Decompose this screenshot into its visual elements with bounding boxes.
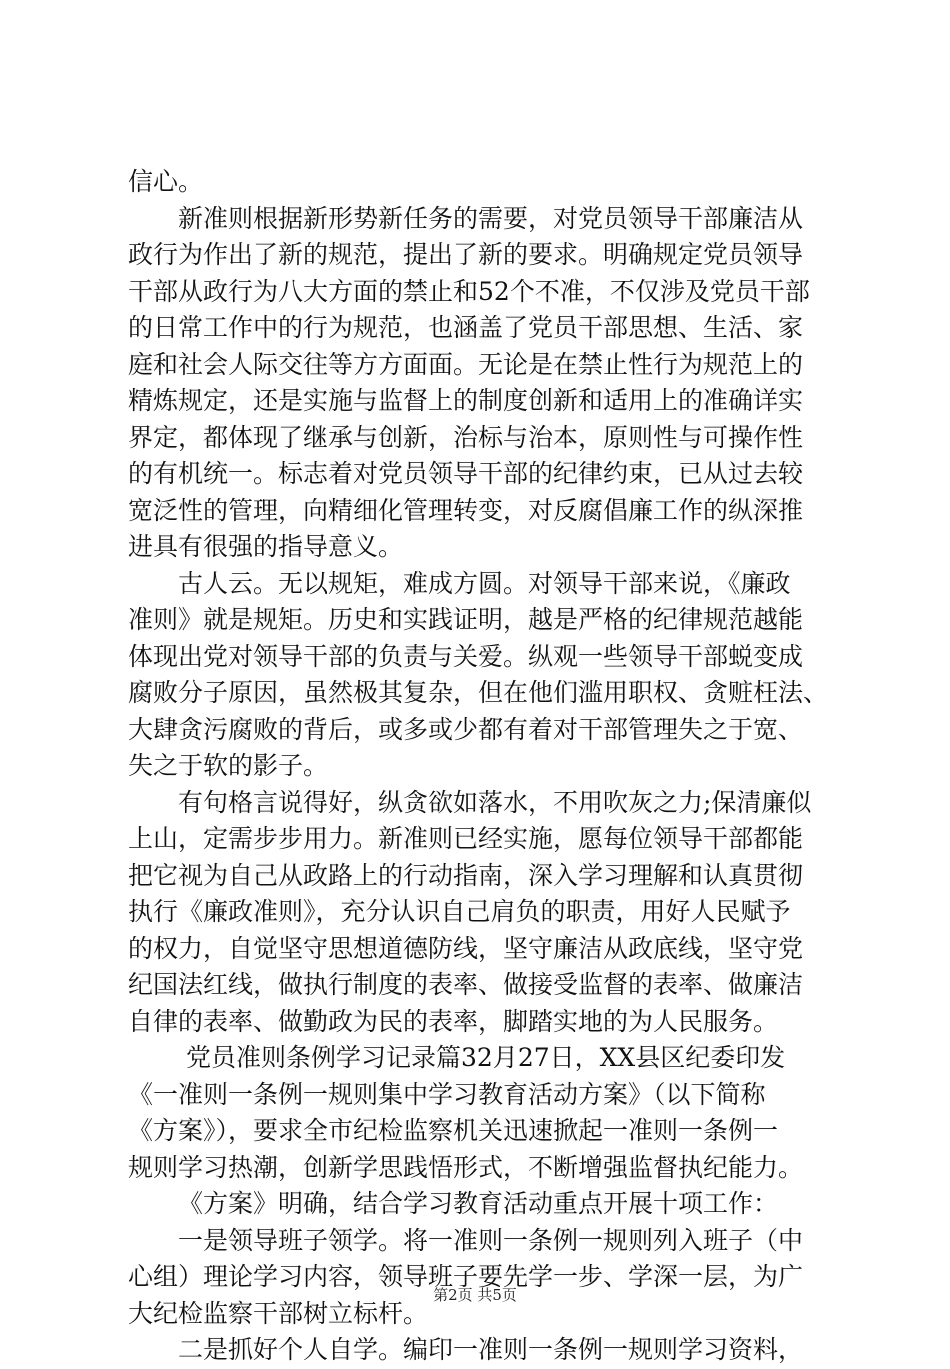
text-line: 精炼规定，还是实施与监督上的制度创新和适用上的准确详实	[128, 386, 804, 415]
text-line: 自律的表率、做勤政为民的表率，脚踏实地的为人民服务。	[128, 1006, 779, 1036]
text-line: 大肆贪污腐败的背后，或多或少都有着对干部管理失之于宽、	[128, 714, 804, 744]
paragraph-start-line: 一是领导班子领学。将一准则一条例一规则列入班子（中	[178, 1225, 804, 1255]
text-line: 上山，定需步步用力。新准则已经实施，愿每位领导干部都能	[128, 824, 804, 853]
text-line: 准则》就是规矩。历史和实践证明，越是严格的纪律规范越能	[128, 605, 804, 634]
text-line: 《方案》），要求全市纪检监察机关迅速掀起一准则一条例一	[128, 1116, 779, 1145]
page-number-footer: 第2页 共5页	[433, 1286, 517, 1304]
paragraph-start-line: 新准则根据新形势新任务的需要，对党员领导干部廉洁从	[178, 203, 804, 233]
text-line: 界定，都体现了继承与创新，治标与治本，原则性与可操作性	[128, 422, 804, 452]
paragraph-start-line: 二是抓好个人自学。编印一准则一条例一规则学习资料，	[178, 1335, 804, 1364]
text-line: 政行为作出了新的规范，提出了新的要求。明确规定党员领导	[128, 240, 804, 269]
document-body	[128, 164, 828, 1369]
text-line: 干部从政行为八大方面的禁止和52个不准，不仅涉及党员干部	[128, 276, 810, 306]
paragraph-start-line: 有句格言说得好，纵贪欲如落水，不用吹灰之力;保清廉似	[178, 787, 812, 817]
text-line: 执行《廉政准则》，充分认识自己肩负的职责，用好人民赋予	[128, 897, 791, 926]
text-line: 的有机统一。标志着对党员领导干部的纪律约束，已从过去较	[128, 459, 804, 488]
text-line: 把它视为自己从政路上的行动指南，深入学习理解和认真贯彻	[128, 860, 804, 890]
text-line: 纪国法红线，做执行制度的表率、做接受监督的表率、做廉洁	[128, 970, 804, 999]
text-line: 《一准则一条例一规则集中学习教育活动方案》（以下简称	[128, 1079, 766, 1109]
text-line: 信心。	[128, 167, 204, 196]
text-line: 的日常工作中的行为规范，也涵盖了党员干部思想、生活、家	[128, 313, 804, 342]
text-line: 宽泛性的管理，向精细化管理转变，对反腐倡廉工作的纵深推	[128, 495, 804, 525]
text-line: 庭和社会人际交往等方方面面。无论是在禁止性行为规范上的	[128, 349, 804, 379]
text-line: 腐败分子原因，虽然极其复杂，但在他们滥用职权、贪赃枉法、	[128, 678, 828, 707]
paragraph-start-line: 古人云。无以规矩，难成方圆。对领导干部来说，《廉政	[178, 568, 791, 598]
paragraph-start-line: 党员准则条例学习记录篇32月27日，XX县区纪委印发	[186, 1043, 786, 1072]
text-line: 的权力，自觉坚守思想道德防线，坚守廉洁从政底线，坚守党	[128, 933, 804, 963]
text-line: 心组）理论学习内容，领导班子要先学一步、学深一层，为广	[128, 1262, 804, 1291]
paragraph-start-line: 《方案》明确，结合学习教育活动重点开展十项工作：	[178, 1189, 779, 1218]
text-line: 进具有很强的指导意义。	[128, 532, 404, 561]
text-line: 规则学习热潮，创新学思践悟形式，不断增强监督执纪能力。	[128, 1152, 804, 1182]
text-line: 失之于软的影子。	[128, 751, 329, 780]
text-line: 体现出党对领导干部的负责与关爱。纵观一些领导干部蜕变成	[128, 641, 804, 671]
text-line: 大纪检监察干部树立标杆。	[128, 1298, 429, 1328]
